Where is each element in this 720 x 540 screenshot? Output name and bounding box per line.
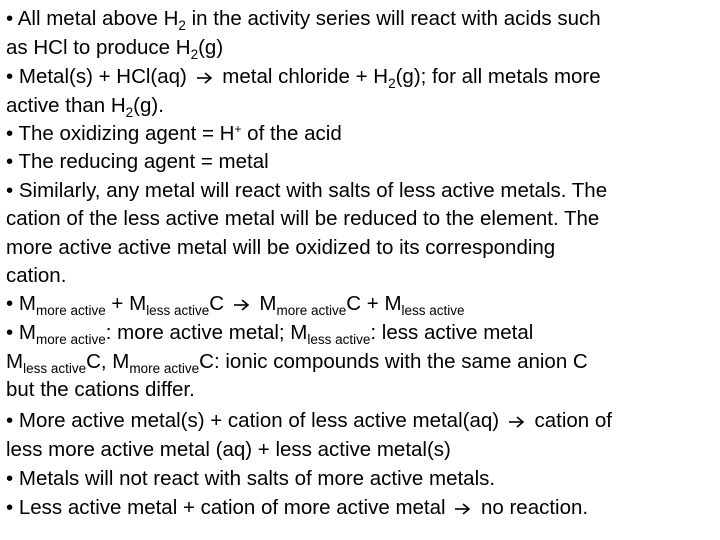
right-arrow-icon (509, 416, 525, 428)
line-3-text: • Metal(s) + HCl(aq) (6, 65, 193, 88)
line-12-text: • M (6, 321, 36, 344)
subscript: more active (129, 361, 200, 376)
superscript: + (234, 122, 242, 136)
subscript: 2 (190, 47, 199, 62)
right-arrow-icon (455, 503, 471, 515)
line-9 (6, 235, 555, 261)
line-18 (6, 495, 588, 521)
subscript: less active (401, 303, 465, 318)
subscript: more active (276, 303, 347, 318)
line-18-text-cont: no reaction. (475, 496, 589, 519)
line-5 (6, 121, 342, 149)
line-12-text-b: : more active metal; M (105, 321, 308, 344)
subscript: less active (23, 361, 87, 376)
line-11 (6, 291, 465, 319)
line-8 (6, 206, 599, 232)
line-5-text-cont: of the acid (241, 122, 342, 145)
subscript: 2 (388, 76, 396, 91)
line-13-text-c: C: ionic compounds with the same anion C (199, 350, 588, 373)
subscript: 2 (125, 105, 134, 120)
line-2 (6, 35, 223, 63)
subscript: 2 (178, 18, 186, 33)
line-13-text: M (6, 350, 24, 373)
line-6-text: • The reducing agent = metal (6, 150, 269, 173)
line-17 (6, 466, 495, 492)
line-14 (6, 377, 195, 403)
line-3-text-cont: metal chloride + H (216, 65, 389, 88)
line-15-text-cont: cation of (528, 409, 612, 432)
line-11-text: • M (6, 292, 36, 315)
right-arrow-icon (234, 299, 250, 311)
line-3 (6, 64, 601, 92)
line-3-text-end: (g); for all metals more (395, 65, 601, 88)
line-18-text: • Less active metal + cation of more active metal (6, 496, 452, 519)
subscript: more active (35, 332, 106, 347)
line-2-text: as HCl to produce H (6, 36, 191, 59)
line-10 (6, 263, 66, 289)
line-4-text-cont: (g). (133, 94, 164, 117)
line-1-text-cont: in the activity series will react with acids such (185, 7, 601, 30)
line-12 (6, 320, 533, 348)
line-13 (6, 349, 588, 377)
line-10-text: cation. (6, 264, 67, 287)
line-12-text-c: : less active metal (370, 321, 534, 344)
line-5-text: • The oxidizing agent = H (6, 122, 235, 145)
line-4 (6, 93, 164, 121)
line-9-text: more active active metal will be oxidized to its corresponding (6, 236, 556, 259)
line-16-text: less more active metal (aq) + less active metal(s) (6, 438, 451, 461)
line-4-text: active than H (6, 94, 126, 117)
line-15-text: • More active metal(s) + cation of less active metal(aq) (6, 409, 505, 432)
line-13-text-b: C, M (86, 350, 130, 373)
subscript: less active (146, 303, 210, 318)
subscript: less active (307, 332, 371, 347)
line-11-text-e: C + M (346, 292, 402, 315)
line-6 (6, 149, 269, 175)
line-17-text: • Metals will not react with salts of more active metals. (6, 467, 496, 490)
line-1-text: • All metal above H (6, 7, 179, 30)
line-8-text: cation of the less active metal will be reduced to the element. The (6, 207, 600, 230)
line-16 (6, 437, 451, 463)
line-7 (6, 178, 607, 204)
line-11-text-b: + M (105, 292, 147, 315)
line-1 (6, 6, 601, 34)
line-7-text: • Similarly, any metal will react with salts of less active metals. The (6, 179, 608, 202)
line-2-text-cont: (g) (198, 36, 224, 59)
right-arrow-icon (197, 72, 213, 84)
line-14-text: but the cations differ. (6, 378, 195, 401)
line-11-text-c: C (209, 292, 230, 315)
line-15 (6, 408, 612, 434)
subscript: more active (35, 303, 106, 318)
line-11-text-d: M (253, 292, 277, 315)
